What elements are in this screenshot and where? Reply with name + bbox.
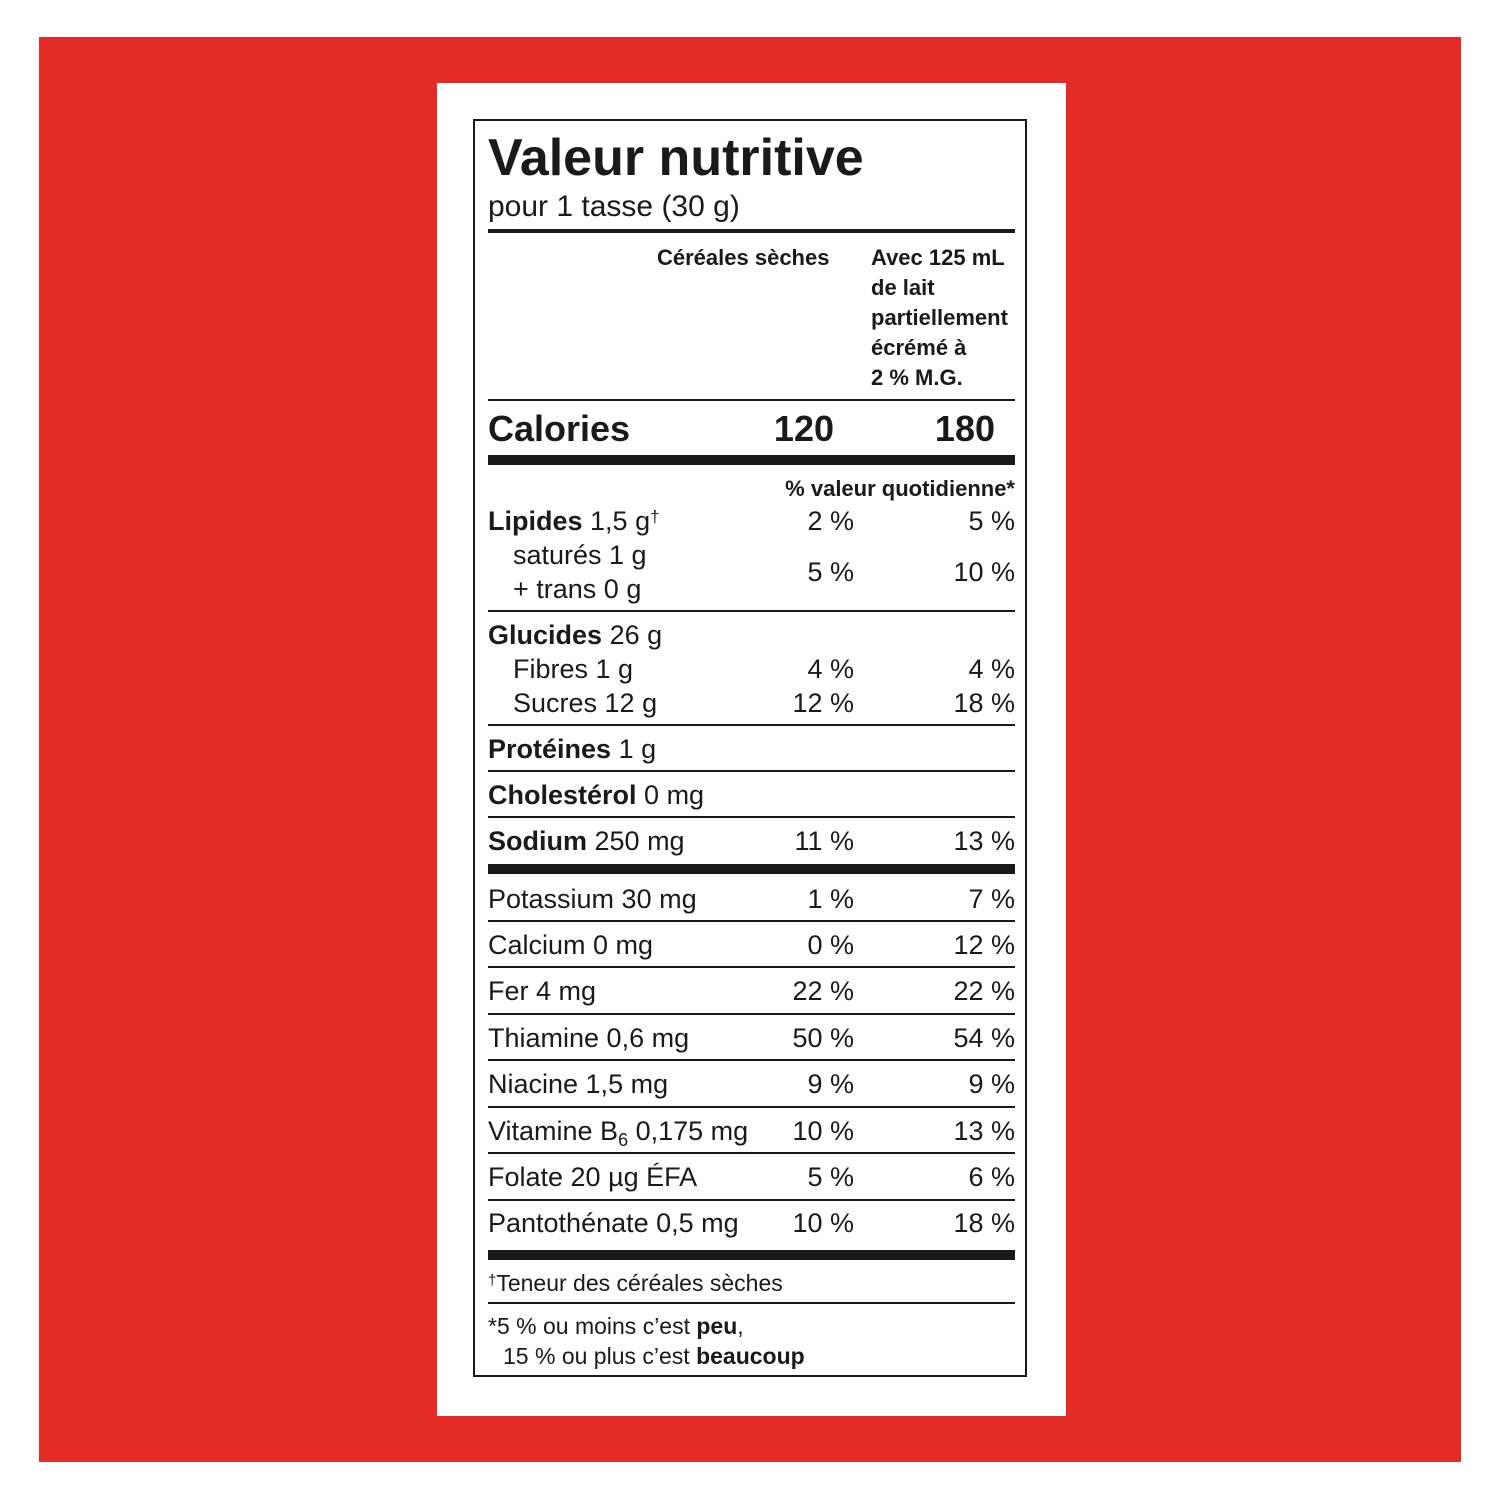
fibres-milk: 4 % [968, 654, 1015, 684]
rule-above-calories [488, 399, 1015, 401]
potassium-dry: 1 % [807, 884, 854, 914]
row-proteines-label [488, 734, 656, 764]
niacine-dry: 9 % [807, 1069, 854, 1099]
potassium-label: Potassium 30 mg [488, 884, 697, 914]
vitamin-b6-name: Vitamine B [488, 1116, 619, 1146]
footnote-dagger-text: Teneur des céréales sèches [496, 1270, 783, 1296]
rule-after-vitamin-b6 [488, 1152, 1015, 1154]
folate-label: Folate 20 µg ÉFA [488, 1162, 698, 1192]
niacine-milk: 9 % [968, 1069, 1015, 1099]
glucides-name: Glucides [488, 620, 603, 650]
pantothenate-label: Pantothénate 0,5 mg [488, 1208, 739, 1238]
lipides-milk: 5 % [968, 506, 1015, 536]
footnote-dagger-mark: † [488, 1272, 497, 1289]
row-glucides-label [488, 620, 662, 650]
thiamine-label: Thiamine 0,6 mg [488, 1023, 690, 1053]
calories-label: Calories [488, 408, 631, 449]
sodium-dry: 11 % [794, 826, 854, 856]
trans-label: + trans 0 g [513, 574, 642, 604]
proteines-name: Protéines [488, 734, 612, 764]
rule-after-calcium [488, 966, 1015, 968]
vitamin-b6-dry: 10 % [792, 1116, 854, 1146]
column-header-dry: Céréales sèches [657, 245, 830, 270]
footnote-star-1c: , [737, 1313, 744, 1339]
row-sodium-label [488, 826, 685, 856]
thiamine-dry: 50 % [792, 1023, 854, 1053]
satures-label: saturés 1 g [513, 540, 647, 570]
lipides-dry: 2 % [807, 506, 854, 536]
row-lipides-label [488, 506, 660, 536]
thick-rule-after-calories [488, 455, 1015, 465]
thiamine-milk: 54 % [953, 1023, 1015, 1053]
vitamin-b6-label [488, 1116, 748, 1149]
sucres-label: Sucres 12 g [513, 688, 658, 718]
vitamin-b6-milk: 13 % [953, 1116, 1015, 1146]
rule-after-proteines [488, 770, 1015, 772]
folate-milk: 6 % [968, 1162, 1015, 1192]
footnote-dagger [488, 1268, 783, 1298]
thick-rule-after-sodium [488, 864, 1015, 874]
sucres-dry: 12 % [792, 688, 854, 718]
rule-after-potassium [488, 920, 1015, 922]
footnote-star-1b: peu [696, 1313, 738, 1339]
pantothenate-milk: 18 % [953, 1208, 1015, 1238]
niacine-label: Niacine 1,5 mg [488, 1069, 669, 1099]
footnote-star-2a: 15 % ou plus c’est [503, 1343, 697, 1369]
rule-between-footnotes [488, 1302, 1015, 1304]
footnote-star-2b: beaucoup [696, 1343, 805, 1369]
fibres-dry: 4 % [807, 654, 854, 684]
footnote-star-line-1 [488, 1311, 744, 1341]
footnote-star-line-2 [503, 1341, 805, 1371]
satures-dry: 5 % [807, 557, 854, 587]
column-header-milk: Avec 125 mL de lait partiellement écrémé à 2 % M.G. [871, 245, 1008, 390]
fer-label: Fer 4 mg [488, 976, 597, 1006]
calories-milk: 180 [934, 408, 995, 449]
rule-under-serving [488, 229, 1015, 233]
footnote-star-1a: *5 % ou moins c’est [488, 1313, 697, 1339]
panel-title: Valeur nutritive [488, 129, 864, 187]
daily-value-header: % valeur quotidienne* [785, 476, 1015, 501]
satures-milk: 10 % [953, 557, 1015, 587]
sodium-amount: 250 mg [594, 826, 685, 856]
calcium-milk: 12 % [953, 930, 1015, 960]
calcium-dry: 0 % [807, 930, 854, 960]
vitamin-b6-amount: 0,175 mg [635, 1116, 749, 1146]
sodium-milk: 13 % [953, 826, 1015, 856]
serving-size: pour 1 tasse (30 g) [488, 190, 740, 223]
pantothenate-dry: 10 % [792, 1208, 854, 1238]
potassium-milk: 7 % [968, 884, 1015, 914]
fer-dry: 22 % [792, 976, 854, 1006]
row-cholesterol-label [488, 780, 704, 810]
lipides-amount: 1,5 g [590, 506, 651, 536]
fer-milk: 22 % [953, 976, 1015, 1006]
lipides-name: Lipides [488, 506, 583, 536]
glucides-amount: 26 g [609, 620, 663, 650]
calories-dry: 120 [773, 408, 834, 449]
rule-after-folate [488, 1199, 1015, 1201]
cholesterol-amount: 0 mg [644, 780, 705, 810]
folate-dry: 5 % [807, 1162, 854, 1192]
fibres-label: Fibres 1 g [513, 654, 634, 684]
rule-after-thiamine [488, 1059, 1015, 1061]
calcium-label: Calcium 0 mg [488, 930, 654, 960]
vitamin-b6-subscript: 6 [618, 1130, 629, 1150]
sodium-name: Sodium [488, 826, 587, 856]
proteines-amount: 1 g [618, 734, 657, 764]
rule-after-glucides [488, 724, 1015, 726]
rule-after-niacine [488, 1106, 1015, 1108]
rule-after-lipides [488, 610, 1015, 612]
sucres-milk: 18 % [953, 688, 1015, 718]
cholesterol-name: Cholestérol [488, 780, 637, 810]
thick-rule-after-pantothenate [488, 1250, 1015, 1260]
rule-after-cholesterol [488, 816, 1015, 818]
dagger-mark: † [650, 507, 660, 526]
rule-after-fer [488, 1013, 1015, 1015]
